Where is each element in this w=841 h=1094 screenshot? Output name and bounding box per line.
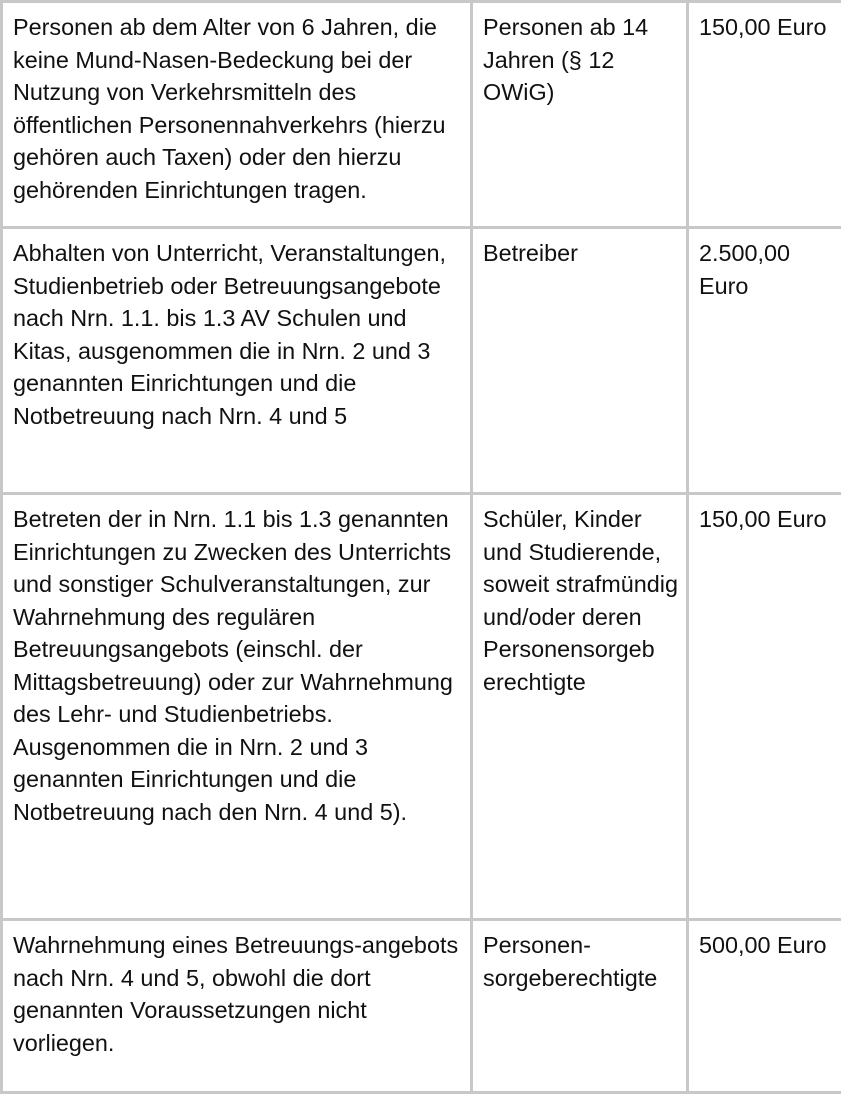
fine-amount-cell <box>688 2 841 228</box>
addressee: Schüler, Kinder und Studierende, soweit strafmündig und/oder deren Personensorgeb erechtigte <box>483 503 678 698</box>
fine-amount: 2.500,00 Euro <box>699 237 833 302</box>
offense-description: Abhalten von Unterricht, Veranstaltungen, Studienbetrieb oder Betreuungsangebote nach Nrn. 1.1. bis 1.3 AV Schulen und Kitas, ausgenommen die in Nrn. 2 und 3 genannten Einrichtungen und die Notbetreuung nach Nrn. 4 und 5 <box>13 237 462 432</box>
offense-description-cell <box>2 2 472 228</box>
offense-description: Betreten der in Nrn. 1.1 bis 1.3 genannten Einrichtungen zu Zwecken des Unterrichts und sonstiger Schulveranstaltungen, zur Wahrnehmung des regulären Betreuungsangebots (einschl. der Mittagsbetreuung) oder zur Wahrnehmung des Lehr- und Studienbetriebs. Ausgenommen die in Nrn. 2 und 3 genannten Einrichtungen und die Notbetreuung nach den Nrn. 4 und 5). <box>13 503 462 828</box>
table-row <box>2 2 841 228</box>
offense-description: Wahrnehmung eines Betreuungs-angebots nach Nrn. 4 und 5, obwohl die dort genannten Voraussetzungen nicht vorliegen. <box>13 929 462 1059</box>
fine-amount: 150,00 Euro <box>699 11 833 44</box>
addressee: Personen-sorgeberechtigte <box>483 929 678 994</box>
addressee: Betreiber <box>483 237 678 270</box>
fine-amount-cell <box>688 494 841 920</box>
fine-amount: 150,00 Euro <box>699 503 833 536</box>
table-row <box>2 494 841 920</box>
offense-description-cell <box>2 228 472 494</box>
addressee-cell <box>472 228 688 494</box>
offense-description-cell <box>2 494 472 920</box>
addressee: Personen ab 14 Jahren (§ 12 OWiG) <box>483 11 678 109</box>
offense-description-cell <box>2 920 472 1093</box>
addressee-cell <box>472 920 688 1093</box>
table-row <box>2 920 841 1093</box>
fine-amount-cell <box>688 228 841 494</box>
addressee-cell <box>472 494 688 920</box>
fine-amount-cell <box>688 920 841 1093</box>
addressee-cell <box>472 2 688 228</box>
offense-description: Personen ab dem Alter von 6 Jahren, die keine Mund-Nasen-Bedeckung bei der Nutzung von Verkehrsmitteln des öffentlichen Personennahverkehrs (hierzu gehören auch Taxen) oder den hierzu gehörenden Einrichtungen tragen. <box>13 11 462 206</box>
table-row <box>2 228 841 494</box>
fine-amount: 500,00 Euro <box>699 929 833 962</box>
